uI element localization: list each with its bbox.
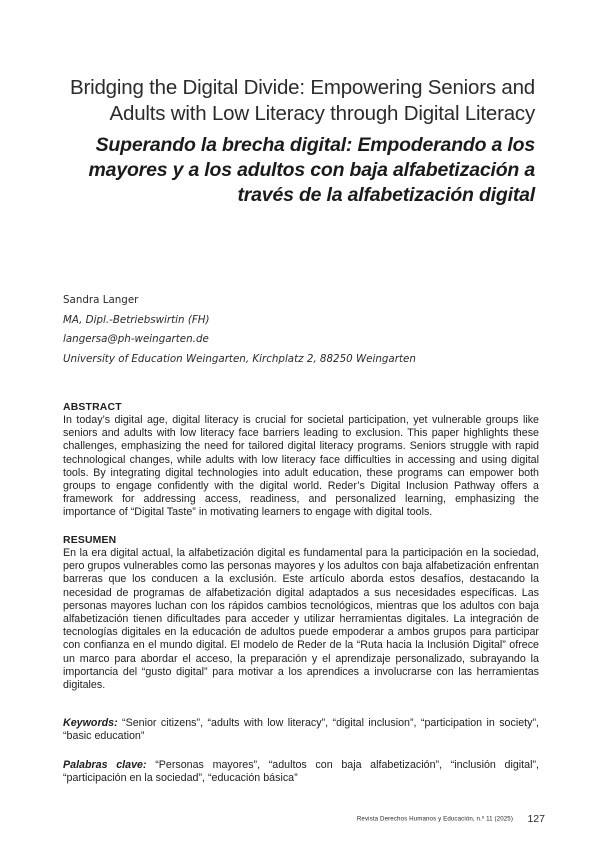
journal-citation: Revista Derechos Humanos y Educación, n.º 11 (2025) bbox=[356, 815, 514, 823]
page-number: 127 bbox=[527, 812, 545, 825]
author-degree: MA, Dipl.-Betriebswirtin (FH) bbox=[63, 313, 210, 326]
resumen-text: En la era digital actual, la alfabetización digital es fundamental para la participación en la sociedad, pero grupos vulnerables como las personas mayores y los adultos con baja alfabetización enfrentan barreras que los conducen a la exclusión. Este artículo aborda estos desafíos, destacando la necesidad de programas de alfabetización digital adaptados a sus necesidades específicas. Las personas mayores luchan con los rápidos cambios tecnológicos, mientras que los adultos con baja alfabetización tienen dificultades para acceder y utilizar herramientas digitales. La integración de tecnologías digitales en la educación de adultos puede empoderar a ambos grupos para participar con confianza en el mundo digital. El modelo de Reder de la “Ruta hacia la Inclusión Digital” ofrece un marco para abordar el acceso, la preparación y el aprendizaje personalizado, subrayando la importancia del “gusto digital” para motivar a los aprendices a involucrarse con las herramientas digitales. bbox=[63, 547, 539, 692]
abstract-heading: ABSTRACT bbox=[63, 402, 122, 413]
palabras-clave-text: “Personas mayores”, “adultos con baja alfabetización”, “inclusión digital”, “participación en la sociedad”, “educación básica” bbox=[63, 759, 539, 785]
resumen-heading: RESUMEN bbox=[63, 535, 117, 546]
author-email: langersa@ph-weingarten.de bbox=[63, 333, 209, 345]
abstract-section bbox=[63, 402, 539, 520]
abstract-text: In today’s digital age, digital literacy is crucial for societal participation, yet vulnerable groups like seniors and adults with low literacy face barriers leading to exclusion. This paper highlights these challenges, emphasizing the need for tailored digital literacy programs. Seniors struggle with rapid technological changes, while adults with low literacy face difficulties in accessing and using digital tools. By integrating digital technologies into adult education, these programs can empower both groups to engage confidently with the digital world. Reder’s Digital Inclusion Pathway offers a framework for addressing access, readiness, and personalized learning, emphasizing the importance of “Digital Taste” in motivating learners to engage with digital tools. bbox=[63, 414, 539, 519]
title-block bbox=[35, 75, 535, 208]
palabras-clave-label: Palabras clave: bbox=[63, 759, 147, 771]
keywords-section bbox=[63, 717, 539, 743]
author-affiliation: University of Education Weingarten, Kirchplatz 2, 88250 Weingarten bbox=[63, 352, 416, 365]
page-footer bbox=[357, 810, 545, 828]
spanish-title: Superando la brecha digital: Empoderando a los mayores y a los adultos con baja alfabetización a través de la alfabetización digital bbox=[88, 134, 535, 206]
resumen-section bbox=[63, 535, 539, 692]
author-block bbox=[63, 291, 543, 369]
palabras-clave-section bbox=[63, 759, 539, 785]
author-name: Sandra Langer bbox=[63, 294, 139, 306]
english-title: Bridging the Digital Divide: Empowering Seniors and Adults with Low Literacy through Digital Literacy bbox=[70, 76, 535, 125]
keywords-text: “Senior citizens”, “adults with low literacy”, “digital inclusion”, “participation in society”, “basic education” bbox=[63, 717, 539, 743]
keywords-label: Keywords: bbox=[63, 717, 118, 729]
